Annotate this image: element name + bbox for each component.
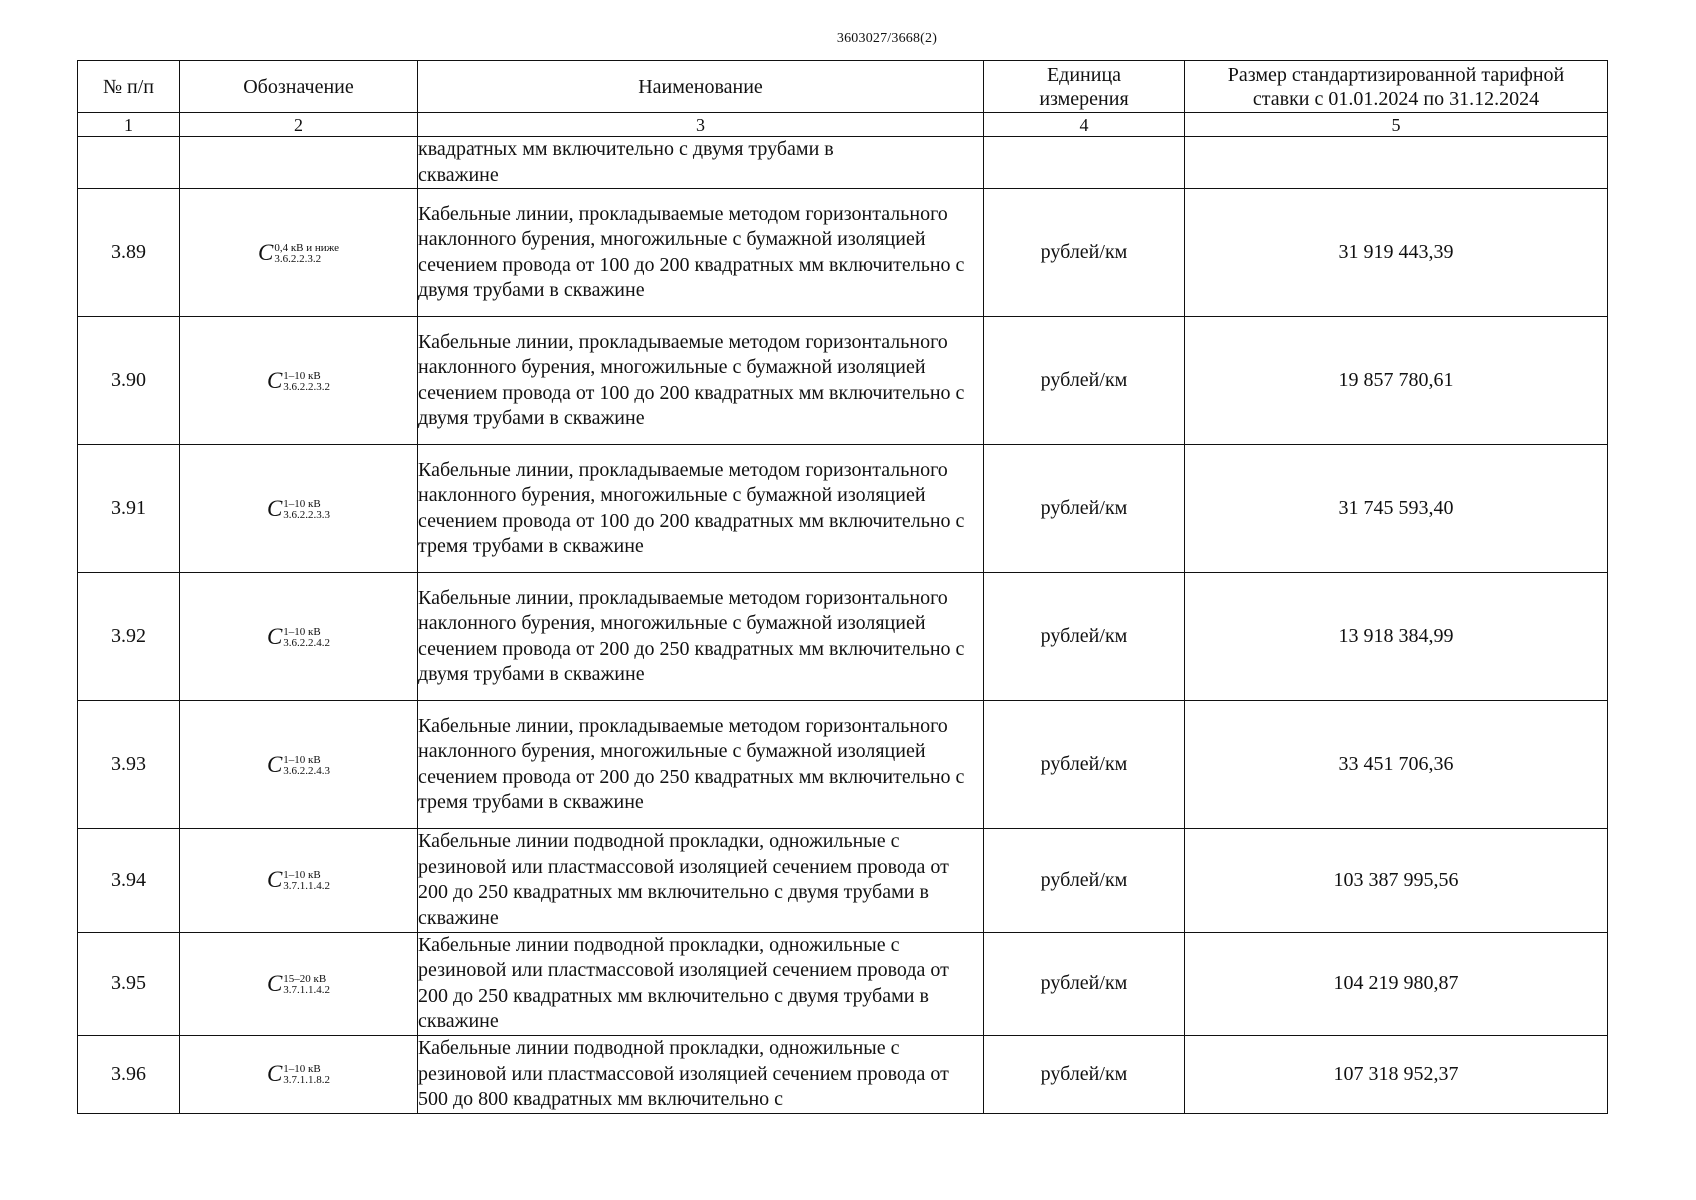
- symbol-letter: C: [266, 1061, 283, 1087]
- symbol-subscript: 3.6.2.2.4.2: [283, 636, 331, 649]
- symbol-subscript: 3.7.1.1.4.2: [283, 880, 331, 893]
- table-row: [78, 701, 1608, 829]
- column-number: 1: [78, 113, 180, 137]
- row-code: [180, 137, 418, 189]
- tariff-symbol: [267, 867, 330, 893]
- symbol-letter: C: [257, 239, 274, 265]
- table-row: [78, 829, 1608, 932]
- row-name: Кабельные линии, прокладываемые методом горизонтального наклонного бурения, многожильные с бумажной изоляцией сечением провода от 200 до 250 квадратных мм включительно с тремя трубами в скважине: [418, 701, 984, 829]
- symbol-letter: C: [266, 751, 283, 777]
- table-row: [78, 932, 1608, 1035]
- tariff-symbol: [267, 496, 330, 522]
- table-row: [78, 317, 1608, 445]
- row-code: [180, 445, 418, 573]
- row-unit: рублей/км: [984, 1035, 1185, 1113]
- header-name: Наименование: [418, 61, 984, 113]
- row-unit: [984, 137, 1185, 189]
- row-rate: [1185, 137, 1608, 189]
- table-row: [78, 573, 1608, 701]
- tariff-symbol: [267, 368, 330, 394]
- column-number: 3: [418, 113, 984, 137]
- header-rate: Размер стандартизированной тарифной ставки с 01.01.2024 по 31.12.2024: [1185, 61, 1608, 113]
- document-number: 3603027/3668(2): [836, 31, 938, 46]
- row-unit: рублей/км: [984, 701, 1185, 829]
- row-rate: 13 918 384,99: [1185, 573, 1608, 701]
- symbol-subscript: 3.6.2.2.3.2: [274, 252, 322, 265]
- row-code: [180, 573, 418, 701]
- symbol-subscript: 3.7.1.1.4.2: [283, 983, 331, 996]
- row-name: квадратных мм включительно с двумя трубами в скважине: [418, 137, 984, 189]
- row-name: Кабельные линии подводной прокладки, одножильные с резиновой или пластмассовой изоляцией сечением провода от 200 до 250 квадратных мм включительно с двумя трубами в скважине: [418, 829, 984, 932]
- tariff-symbol: [258, 240, 339, 266]
- row-code: [180, 317, 418, 445]
- tariff-symbol: [267, 752, 330, 778]
- table-row: [78, 189, 1608, 317]
- row-unit: рублей/км: [984, 932, 1185, 1035]
- row-code: [180, 932, 418, 1035]
- row-code: [180, 1035, 418, 1113]
- symbol-superscript: 1–10 кВ: [283, 869, 321, 882]
- row-rate: 31 745 593,40: [1185, 445, 1608, 573]
- symbol-subscript: 3.6.2.2.3.2: [283, 380, 331, 393]
- symbol-subscript: 3.6.2.2.3.3: [283, 508, 331, 521]
- table-row-continuation: [78, 137, 1608, 189]
- row-number: 3.93: [78, 701, 180, 829]
- symbol-superscript: 15–20 кВ: [283, 972, 327, 985]
- row-unit: рублей/км: [984, 573, 1185, 701]
- symbol-superscript: 1–10 кВ: [283, 625, 321, 638]
- header-unit: Единица измерения: [984, 61, 1185, 113]
- header-num: № п/п: [78, 61, 180, 113]
- table-row: [78, 445, 1608, 573]
- row-code: [180, 701, 418, 829]
- symbol-letter: C: [266, 970, 283, 996]
- table-header-row: [78, 61, 1608, 113]
- symbol-superscript: 1–10 кВ: [283, 1063, 321, 1076]
- symbol-subscript: 3.6.2.2.4.3: [283, 764, 331, 777]
- symbol-superscript: 1–10 кВ: [283, 753, 321, 766]
- symbol-superscript: 1–10 кВ: [283, 369, 321, 382]
- row-name: Кабельные линии, прокладываемые методом горизонтального наклонного бурения, многожильные с бумажной изоляцией сечением провода от 200 до 250 квадратных мм включительно с двумя трубами в скважине: [418, 573, 984, 701]
- row-name: Кабельные линии подводной прокладки, одножильные с резиновой или пластмассовой изоляцией сечением провода от 200 до 250 квадратных мм включительно с двумя трубами в скважине: [418, 932, 984, 1035]
- column-number: 5: [1185, 113, 1608, 137]
- row-name: Кабельные линии, прокладываемые методом горизонтального наклонного бурения, многожильные с бумажной изоляцией сечением провода от 100 до 200 квадратных мм включительно с тремя трубами в скважине: [418, 445, 984, 573]
- tariff-symbol: [267, 624, 330, 650]
- row-unit: рублей/км: [984, 829, 1185, 932]
- row-rate: 31 919 443,39: [1185, 189, 1608, 317]
- row-rate: 33 451 706,36: [1185, 701, 1608, 829]
- row-number: 3.95: [78, 932, 180, 1035]
- row-unit: рублей/км: [984, 189, 1185, 317]
- symbol-letter: C: [266, 867, 283, 893]
- column-numbers-row: [78, 113, 1608, 137]
- row-rate: 107 318 952,37: [1185, 1035, 1608, 1113]
- row-rate: 104 219 980,87: [1185, 932, 1608, 1035]
- row-number: 3.94: [78, 829, 180, 932]
- row-unit: рублей/км: [984, 317, 1185, 445]
- symbol-letter: C: [266, 367, 283, 393]
- tariff-table: [77, 60, 1608, 1114]
- row-code: [180, 829, 418, 932]
- table-row: [78, 1035, 1608, 1113]
- column-number: 4: [984, 113, 1185, 137]
- row-number: 3.89: [78, 189, 180, 317]
- symbol-letter: C: [266, 495, 283, 521]
- row-name: Кабельные линии, прокладываемые методом горизонтального наклонного бурения, многожильные с бумажной изоляцией сечением провода от 100 до 200 квадратных мм включительно с двумя трубами в скважине: [418, 189, 984, 317]
- tariff-symbol: [267, 1061, 330, 1087]
- row-number: 3.90: [78, 317, 180, 445]
- symbol-subscript: 3.7.1.1.8.2: [283, 1074, 331, 1087]
- column-number: 2: [180, 113, 418, 137]
- row-unit: рублей/км: [984, 445, 1185, 573]
- header-code: Обозначение: [180, 61, 418, 113]
- row-name: Кабельные линии, прокладываемые методом горизонтального наклонного бурения, многожильные с бумажной изоляцией сечением провода от 100 до 200 квадратных мм включительно с двумя трубами в скважине: [418, 317, 984, 445]
- row-number: 3.92: [78, 573, 180, 701]
- symbol-superscript: 0,4 кВ и ниже: [274, 241, 340, 254]
- row-code: [180, 189, 418, 317]
- symbol-letter: C: [266, 623, 283, 649]
- row-rate: 19 857 780,61: [1185, 317, 1608, 445]
- tariff-symbol: [267, 971, 330, 997]
- symbol-superscript: 1–10 кВ: [283, 497, 321, 510]
- row-number: 3.96: [78, 1035, 180, 1113]
- row-number: 3.91: [78, 445, 180, 573]
- row-number: [78, 137, 180, 189]
- row-rate: 103 387 995,56: [1185, 829, 1608, 932]
- row-name: Кабельные линии подводной прокладки, одножильные с резиновой или пластмассовой изоляцией сечением провода от 500 до 800 квадратных мм включительно с: [418, 1035, 984, 1113]
